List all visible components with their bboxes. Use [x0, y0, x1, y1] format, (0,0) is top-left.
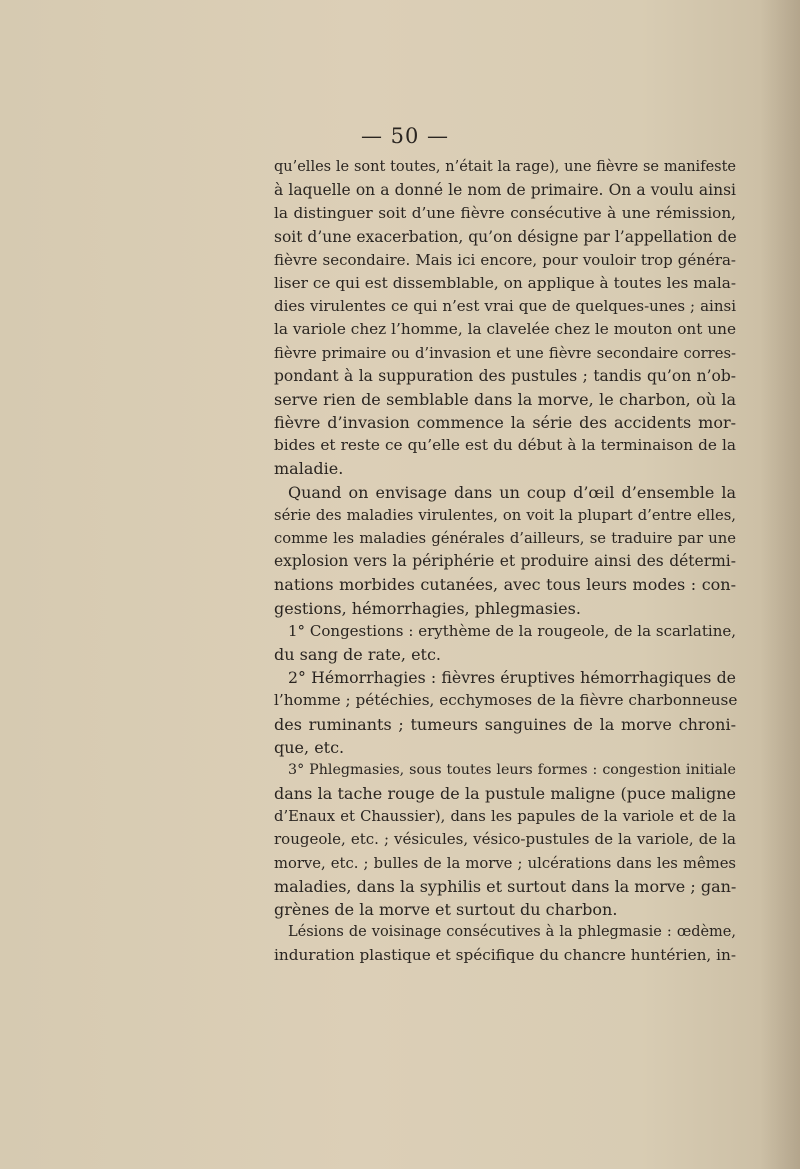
paragraph-6: [274, 921, 736, 967]
text-line: induration plastique et spécifique du chancre huntérien, in-: [274, 946, 736, 965]
text-line: du sang de rate, etc.: [274, 644, 442, 664]
paragraph-5: [274, 759, 736, 921]
text-line: à laquelle on a donné le nom de primaire. On a voulu ainsi: [274, 181, 736, 200]
text-line: Quand on envisage dans un coup d’œil d’ensemble la: [288, 482, 736, 502]
text-line: comme les maladies générales d’ailleurs, se traduire par une: [274, 530, 736, 547]
paragraph-1: [274, 156, 736, 481]
text-line: dans la tache rouge de la pustule maligne (puce maligne: [274, 784, 736, 804]
page-number: — 50 —: [360, 124, 450, 148]
text-line: la variole chez l’homme, la clavelée chez le mouton ont une: [274, 320, 736, 339]
text-line: fièvre d’invasion commence la série des accidents mor-: [274, 413, 736, 433]
paragraph-2: [274, 481, 736, 620]
text-line: 3° Phlegmasies, sous toutes leurs formes : congestion initiale: [288, 761, 736, 778]
text-line: fièvre secondaire. Mais ici encore, pour vouloir trop généra-: [274, 250, 736, 269]
text-line: série des maladies virulentes, on voit la plupart d’entre elles,: [274, 506, 736, 524]
text-line: rougeole, etc. ; vésicules, vésico-pustules de la variole, de la: [274, 830, 736, 849]
text-line: bides et reste ce qu’elle est du début à la terminaison de la: [274, 436, 736, 455]
text-line: l’homme ; pétéchies, ecchymoses de la fièvre charbonneuse: [274, 691, 738, 710]
text-line: 2° Hémorrhagies : fièvres éruptives hémorrhagiques de: [288, 668, 736, 688]
text-line: Lésions de voisinage consécutives à la phlegmasie : œdème,: [288, 924, 736, 941]
text-line: explosion vers la périphérie et produire ainsi des détermi-: [274, 552, 736, 571]
text-line: pondant à la suppuration des pustules ; tandis qu’on n’ob-: [274, 366, 736, 385]
text-line: nations morbides cutanées, avec tous leurs modes : con-: [274, 575, 736, 595]
text-line: des ruminants ; tumeurs sanguines de la morve chroni-: [274, 714, 736, 734]
text-line: liser ce qui est dissemblable, on applique à toutes les mala-: [274, 273, 736, 292]
text-line: 1° Congestions : erythème de la rougeole, de la scarlatine,: [288, 621, 736, 640]
text-line: gestions, hémorrhagies, phlegmasies.: [274, 598, 581, 618]
text-line: morve, etc. ; bulles de la morve ; ulcérations dans les mêmes: [274, 854, 736, 872]
text-line: serve rien de semblable dans la morve, le charbon, où la: [274, 389, 736, 409]
text-line: qu’elles le sont toutes, n’était la rage), une fièvre se manifeste: [274, 159, 736, 175]
text-line: la distinguer soit d’une fièvre consécutive à une rémission,: [274, 204, 736, 223]
paragraph-3: [274, 620, 736, 666]
page-edge-shadow: [760, 0, 800, 1169]
text-line: que, etc.: [274, 737, 345, 757]
text-line: maladies, dans la syphilis et surtout dans la morve ; gan-: [274, 876, 737, 896]
text-line: dies virulentes ce qui n’est vrai que de quelques-unes ; ainsi: [274, 297, 736, 316]
text-line: d’Enaux et Chaussier), dans les papules de la variole et de la: [274, 808, 736, 826]
body-text: [274, 156, 736, 968]
text-line: soit d’une exacerbation, qu’on désigne par l’appellation de: [274, 227, 737, 246]
text-line: grènes de la morve et surtout du charbon.: [274, 900, 618, 919]
text-line: maladie.: [274, 459, 344, 479]
text-line: fièvre primaire ou d’invasion et une fièvre secondaire corres-: [274, 344, 736, 362]
paragraph-4: [274, 666, 736, 759]
